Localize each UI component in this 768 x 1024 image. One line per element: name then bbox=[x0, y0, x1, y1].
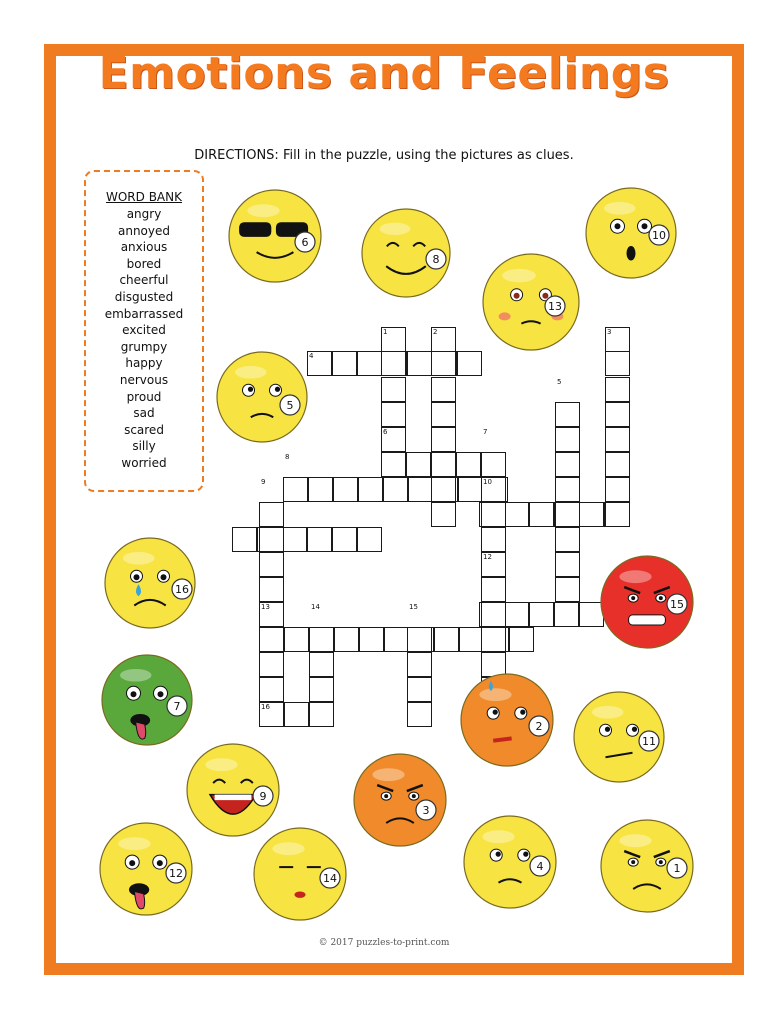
crossword-cell[interactable] bbox=[284, 627, 309, 652]
clue-number: 16 bbox=[261, 703, 270, 711]
crossword-cell[interactable] bbox=[431, 502, 456, 527]
directions-text: DIRECTIONS: Fill in the puzzle, using the pictures as clues. bbox=[194, 148, 574, 163]
crossword-cell[interactable] bbox=[232, 527, 257, 552]
crossword-cell[interactable] bbox=[504, 602, 529, 627]
face-clue-number: 4 bbox=[536, 860, 544, 873]
crossword-cell[interactable] bbox=[408, 477, 433, 502]
crossword-cell[interactable] bbox=[406, 452, 431, 477]
crossword-cell[interactable] bbox=[283, 477, 308, 502]
emoji-face-cool bbox=[225, 186, 333, 294]
crossword-cell[interactable] bbox=[431, 477, 456, 502]
face-clue-number: 12 bbox=[169, 867, 183, 880]
clue-number: 6 bbox=[383, 428, 388, 436]
crossword-cell[interactable] bbox=[333, 477, 358, 502]
word-bank bbox=[84, 170, 204, 492]
crossword-cell[interactable] bbox=[308, 477, 333, 502]
crossword-cell[interactable] bbox=[384, 627, 409, 652]
emoji-face-angry bbox=[597, 552, 705, 660]
face-clue-number: 13 bbox=[548, 300, 562, 313]
crossword-cell[interactable] bbox=[504, 502, 529, 527]
page-title: Emotions and Feelings bbox=[98, 48, 670, 99]
crossword-cell[interactable] bbox=[555, 477, 580, 502]
crossword-cell[interactable] bbox=[407, 627, 432, 652]
crossword-cell[interactable] bbox=[259, 502, 284, 527]
crossword-cell[interactable] bbox=[481, 577, 506, 602]
word-bank-title: WORD BANK bbox=[106, 190, 182, 204]
crossword-cell[interactable] bbox=[481, 627, 506, 652]
clue-number: 7 bbox=[483, 428, 488, 436]
crossword-cell[interactable] bbox=[431, 377, 456, 402]
emoji-face-roll bbox=[213, 348, 319, 454]
crossword-cell[interactable] bbox=[259, 552, 284, 577]
crossword-cell[interactable] bbox=[555, 552, 580, 577]
crossword-cell[interactable] bbox=[383, 477, 408, 502]
crossword-cell[interactable] bbox=[259, 527, 284, 552]
crossword-cell[interactable] bbox=[381, 402, 406, 427]
crossword-cell[interactable] bbox=[605, 402, 630, 427]
crossword-cell[interactable] bbox=[458, 477, 483, 502]
emoji-face-meh bbox=[570, 688, 676, 794]
crossword-cell[interactable] bbox=[359, 627, 384, 652]
clue-number: 9 bbox=[261, 478, 266, 486]
crossword-cell[interactable] bbox=[481, 552, 506, 577]
emoji-face-worry bbox=[457, 670, 565, 778]
emoji-face-shock bbox=[582, 184, 688, 290]
crossword-cell[interactable] bbox=[357, 351, 382, 376]
word-bank-item: bored bbox=[126, 256, 162, 271]
crossword-cell[interactable] bbox=[605, 427, 630, 452]
word-bank-item: happy bbox=[125, 356, 163, 371]
crossword-cell[interactable] bbox=[555, 527, 580, 552]
clue-number: 8 bbox=[285, 453, 290, 461]
crossword-cell[interactable] bbox=[259, 652, 284, 677]
clue-number: 14 bbox=[311, 603, 320, 611]
crossword-cell[interactable] bbox=[309, 677, 334, 702]
crossword-cell[interactable] bbox=[282, 527, 307, 552]
crossword-cell[interactable] bbox=[284, 702, 309, 727]
face-clue-number: 10 bbox=[652, 229, 666, 242]
crossword-cell[interactable] bbox=[529, 602, 554, 627]
crossword-cell[interactable] bbox=[357, 527, 382, 552]
word-bank-item: disgusted bbox=[114, 289, 174, 304]
crossword-cell[interactable] bbox=[605, 452, 630, 477]
crossword-cell[interactable] bbox=[481, 502, 506, 527]
face-clue-number: 16 bbox=[175, 583, 189, 596]
crossword-cell[interactable] bbox=[555, 502, 580, 527]
crossword-cell[interactable] bbox=[434, 627, 459, 652]
crossword-cell[interactable] bbox=[509, 627, 534, 652]
crossword-cell[interactable] bbox=[259, 627, 284, 652]
crossword-cell[interactable] bbox=[456, 452, 481, 477]
crossword-cell[interactable] bbox=[381, 327, 406, 352]
word-bank-item: silly bbox=[132, 439, 156, 454]
crossword-cell[interactable] bbox=[605, 351, 630, 376]
clue-number: 13 bbox=[261, 603, 270, 611]
crossword-cell[interactable] bbox=[605, 502, 630, 527]
clue-number: 4 bbox=[309, 352, 314, 360]
face-clue-number: 6 bbox=[301, 236, 309, 249]
face-clue-number: 2 bbox=[535, 720, 543, 733]
crossword-cell[interactable] bbox=[332, 351, 357, 376]
word-bank-list bbox=[86, 206, 202, 472]
crossword-cell[interactable] bbox=[407, 677, 432, 702]
face-clue-number: 5 bbox=[286, 399, 294, 412]
emoji-face-embar bbox=[479, 250, 591, 362]
crossword-cell[interactable] bbox=[334, 627, 359, 652]
crossword-cell[interactable] bbox=[555, 402, 580, 427]
crossword-cell[interactable] bbox=[332, 527, 357, 552]
crossword-cell[interactable] bbox=[605, 477, 630, 502]
clue-number: 5 bbox=[557, 378, 562, 386]
crossword-cell[interactable] bbox=[605, 377, 630, 402]
word-bank-item: excited bbox=[122, 323, 166, 338]
crossword-cell[interactable] bbox=[259, 702, 284, 727]
crossword-cell[interactable] bbox=[481, 477, 506, 502]
crossword-cell[interactable] bbox=[358, 477, 383, 502]
clue-number: 10 bbox=[483, 478, 492, 486]
clue-number: 2 bbox=[433, 328, 438, 336]
crossword-cell[interactable] bbox=[579, 502, 604, 527]
crossword-cell[interactable] bbox=[381, 427, 406, 452]
crossword-cell[interactable] bbox=[555, 577, 580, 602]
word-bank-item: embarrassed bbox=[104, 306, 184, 321]
clue-number: 1 bbox=[383, 328, 388, 336]
face-clue-number: 7 bbox=[173, 700, 181, 713]
crossword-cell[interactable] bbox=[407, 351, 432, 376]
crossword-cell[interactable] bbox=[259, 577, 284, 602]
face-clue-number: 9 bbox=[259, 790, 267, 803]
crossword-cell[interactable] bbox=[481, 527, 506, 552]
emoji-face-bored bbox=[250, 824, 358, 932]
crossword-cell[interactable] bbox=[309, 652, 334, 677]
word-bank-item: anxious bbox=[120, 240, 168, 255]
emoji-face-happy bbox=[358, 205, 462, 309]
crossword-cell[interactable] bbox=[381, 351, 406, 376]
crossword-cell[interactable] bbox=[529, 502, 554, 527]
word-bank-item: sad bbox=[133, 406, 155, 421]
crossword-cell[interactable] bbox=[381, 377, 406, 402]
word-bank-item: grumpy bbox=[120, 339, 168, 354]
emoji-face-sad bbox=[101, 534, 207, 640]
crossword-cell[interactable] bbox=[431, 402, 456, 427]
emoji-face-nerv bbox=[460, 812, 568, 920]
word-bank-item: proud bbox=[126, 389, 162, 404]
crossword-cell[interactable] bbox=[555, 452, 580, 477]
face-clue-number: 11 bbox=[642, 735, 656, 748]
emoji-face-grump bbox=[350, 750, 458, 858]
crossword-cell[interactable] bbox=[259, 677, 284, 702]
crossword-cell[interactable] bbox=[259, 602, 284, 627]
clue-number: 15 bbox=[409, 603, 418, 611]
face-clue-number: 8 bbox=[432, 253, 440, 266]
crossword-cell[interactable] bbox=[407, 652, 432, 677]
crossword-cell[interactable] bbox=[554, 602, 579, 627]
face-clue-number: 1 bbox=[673, 862, 681, 875]
emoji-face-annoy bbox=[597, 816, 705, 924]
word-bank-item: scared bbox=[124, 422, 164, 437]
crossword-cell[interactable] bbox=[605, 327, 630, 352]
word-bank-item: cheerful bbox=[119, 273, 169, 288]
crossword-cell[interactable] bbox=[481, 452, 506, 477]
crossword-cell[interactable] bbox=[555, 427, 580, 452]
crossword-cell[interactable] bbox=[481, 602, 506, 627]
crossword-cell[interactable] bbox=[431, 427, 456, 452]
copyright-footer: © 2017 puzzles-to-print.com bbox=[318, 938, 450, 948]
clue-number: 3 bbox=[607, 328, 612, 336]
crossword-cell[interactable] bbox=[431, 327, 456, 352]
crossword-cell[interactable] bbox=[381, 452, 406, 477]
crossword-cell[interactable] bbox=[309, 702, 334, 727]
face-clue-number: 3 bbox=[422, 804, 430, 817]
word-bank-item: nervous bbox=[119, 372, 169, 387]
crossword-cell[interactable] bbox=[407, 702, 432, 727]
crossword-cell[interactable] bbox=[431, 351, 456, 376]
word-bank-item: worried bbox=[121, 455, 167, 470]
crossword-cell[interactable] bbox=[309, 627, 334, 652]
face-clue-number: 15 bbox=[670, 598, 684, 611]
crossword-cell[interactable] bbox=[307, 527, 332, 552]
clue-number: 12 bbox=[483, 553, 492, 561]
word-bank-item: angry bbox=[126, 207, 162, 221]
word-bank-item: annoyed bbox=[117, 223, 170, 238]
face-clue-number: 14 bbox=[323, 872, 337, 885]
crossword-cell[interactable] bbox=[431, 452, 456, 477]
emoji-face-silly bbox=[96, 819, 204, 927]
